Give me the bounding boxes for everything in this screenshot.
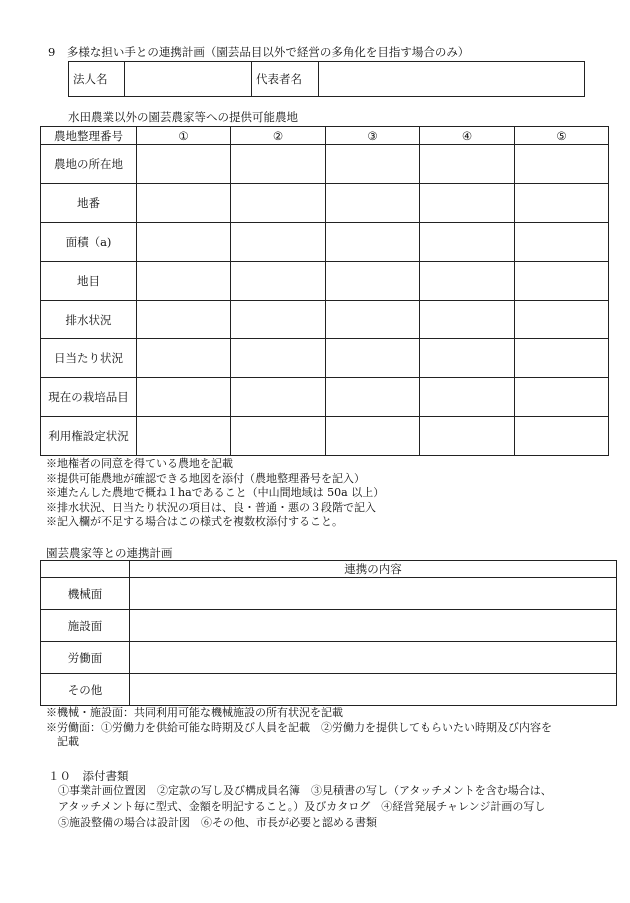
land-row-label: 排水状況: [41, 300, 137, 339]
note-line: ※連たんした農地で概ね１haであること（中山間地域は 50a 以上）: [46, 486, 385, 499]
land-cell[interactable]: [137, 300, 231, 339]
corp-name-label: 法人名: [69, 62, 125, 97]
land-cell[interactable]: [326, 339, 420, 378]
table-row: [41, 183, 609, 222]
land-cell[interactable]: [137, 183, 231, 222]
coop-cell[interactable]: [130, 642, 617, 674]
land-cell[interactable]: [326, 145, 420, 184]
land-cell[interactable]: [515, 300, 609, 339]
land-row-label: 現在の栽培品目: [41, 378, 137, 417]
land-cell[interactable]: [326, 222, 420, 261]
table-row: [41, 578, 617, 610]
land-cell[interactable]: [420, 222, 515, 261]
land-cell[interactable]: [420, 145, 515, 184]
land-cell[interactable]: [420, 339, 515, 378]
land-cell[interactable]: [137, 378, 231, 417]
land-row-label: 地番: [41, 183, 137, 222]
land-row-label: 利用権設定状況: [41, 417, 137, 456]
table-row: [41, 261, 609, 300]
land-cell[interactable]: [137, 145, 231, 184]
land-cell[interactable]: [420, 183, 515, 222]
rep-name-field[interactable]: [319, 62, 585, 97]
section9-heading: 9 多様な担い手との連携計画（園芸品目以外で経営の多角化を目指す場合のみ）: [48, 45, 470, 59]
land-cell[interactable]: [326, 378, 420, 417]
table-row: [41, 674, 617, 706]
coop-notes: [46, 706, 552, 750]
land-cell[interactable]: [515, 339, 609, 378]
land-cell[interactable]: [515, 378, 609, 417]
land-table: [40, 126, 609, 456]
coop-cell[interactable]: [130, 578, 617, 610]
land-cell[interactable]: [515, 145, 609, 184]
coop-row-label: 施設面: [41, 610, 130, 642]
land-cell[interactable]: [326, 417, 420, 456]
land-row-label: 日当たり状況: [41, 339, 137, 378]
table-row: [41, 378, 609, 417]
coop-row-label: その他: [41, 674, 130, 706]
attachment-line: ⑤施設整備の場合は設計図 ⑥その他、市長が必要と認める書類: [58, 816, 377, 829]
land-cell[interactable]: [515, 417, 609, 456]
land-row-label: 農地の所在地: [41, 145, 137, 184]
corp-name-field[interactable]: [125, 62, 252, 97]
note-line: ※機械・施設面：共同利用可能な機械施設の所有状況を記載: [46, 706, 343, 719]
table-row: [41, 222, 609, 261]
land-caption: 水田農業以外の園芸農家等への提供可能農地: [68, 110, 298, 124]
land-cell[interactable]: [137, 222, 231, 261]
coop-header-blank: [41, 561, 130, 578]
table-row: [41, 610, 617, 642]
table-row: [41, 300, 609, 339]
land-notes: [46, 457, 384, 530]
land-cell[interactable]: [420, 300, 515, 339]
land-cell[interactable]: [231, 378, 326, 417]
land-cell[interactable]: [326, 300, 420, 339]
table-row: [41, 642, 617, 674]
land-cell[interactable]: [231, 261, 326, 300]
coop-row-label: 機械面: [41, 578, 130, 610]
land-col-header: ③: [326, 127, 420, 145]
attachment-line: ①事業計画位置図 ②定款の写し及び構成員名簿 ③見積書の写し（アタッチメントを含む場合は、: [58, 784, 552, 797]
note-line: ※提供可能農地が確認できる地図を添付（農地整理番号を記入）: [46, 471, 365, 485]
coop-caption: 園芸農家等との連携計画: [46, 546, 173, 560]
land-cell[interactable]: [231, 339, 326, 378]
land-col-header: ⑤: [515, 127, 609, 145]
coop-row-label: 労働面: [41, 642, 130, 674]
note-line: ※記入欄が不足する場合はこの様式を複数枚添付すること。: [46, 515, 343, 528]
land-cell[interactable]: [231, 300, 326, 339]
land-cell[interactable]: [420, 261, 515, 300]
land-cell[interactable]: [515, 261, 609, 300]
attachment-line: アタッチメント毎に型式、金額を明記すること。）及びカタログ ④経営発展チャレンジ計画の写し: [58, 800, 546, 813]
note-line: ※地権者の同意を得ている農地を記載: [46, 457, 233, 470]
corp-table: [68, 61, 585, 97]
land-cell[interactable]: [420, 417, 515, 456]
coop-cell[interactable]: [130, 674, 617, 706]
coop-cell[interactable]: [130, 610, 617, 642]
land-header-label: 農地整理番号: [41, 127, 137, 145]
table-row: [41, 417, 609, 456]
land-cell[interactable]: [420, 378, 515, 417]
coop-header: 連携の内容: [130, 561, 617, 578]
note-line: 記載: [46, 735, 79, 748]
table-row: [41, 339, 609, 378]
note-line: ※排水状況、日当たり状況の項目は、良・普通・悪の３段階で記入: [46, 500, 376, 514]
land-cell[interactable]: [326, 183, 420, 222]
land-col-header: ④: [420, 127, 515, 145]
section10-heading: １０ 添付書類: [48, 769, 129, 783]
land-col-header: ①: [137, 127, 231, 145]
land-cell[interactable]: [137, 339, 231, 378]
coop-table: [40, 560, 617, 706]
land-cell[interactable]: [137, 261, 231, 300]
section10-lines: [58, 783, 552, 831]
land-cell[interactable]: [231, 417, 326, 456]
land-cell[interactable]: [231, 145, 326, 184]
note-line: ※労働面：①労働力を供給可能な時期及び人員を記載 ②労働力を提供してもらいたい時期及び内容を: [46, 720, 552, 734]
land-cell[interactable]: [231, 183, 326, 222]
table-row: [41, 145, 609, 184]
land-col-header: ②: [231, 127, 326, 145]
land-cell[interactable]: [137, 417, 231, 456]
land-row-label: 地目: [41, 261, 137, 300]
land-cell[interactable]: [326, 261, 420, 300]
land-row-label: 面積（a): [41, 222, 137, 261]
land-cell[interactable]: [515, 183, 609, 222]
land-cell[interactable]: [515, 222, 609, 261]
land-cell[interactable]: [231, 222, 326, 261]
rep-name-label: 代表者名: [252, 62, 319, 97]
